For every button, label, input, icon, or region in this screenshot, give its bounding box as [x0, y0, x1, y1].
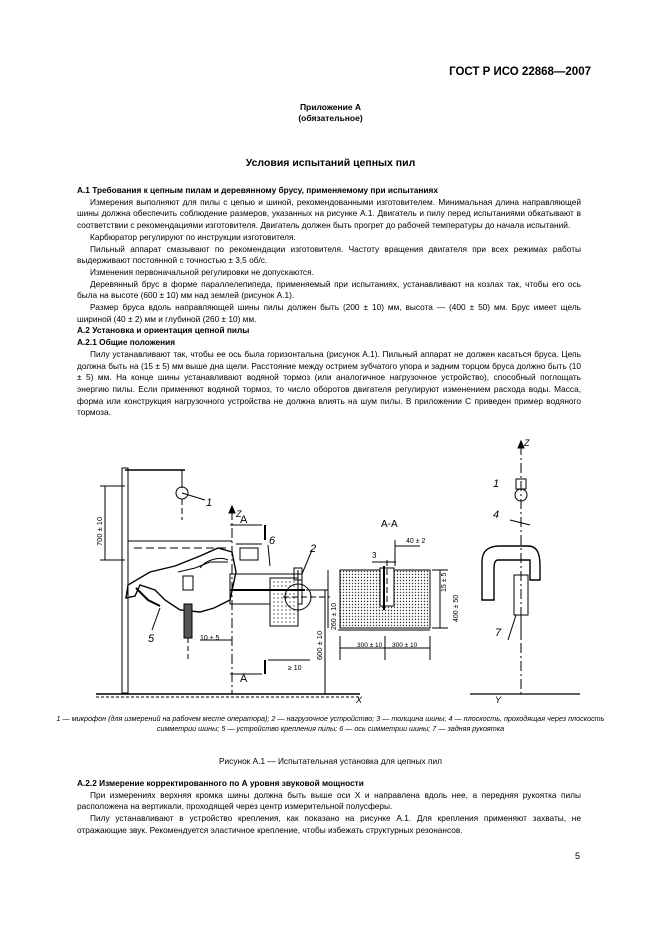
dim-300-right: 300 ± 10: [392, 642, 418, 649]
dim-15: 15 ± 5: [441, 572, 448, 592]
axis-y: Y: [495, 695, 502, 705]
dim-10-rear: 10 ± 5: [200, 635, 220, 642]
section-a22: [77, 778, 581, 837]
document-id: ГОСТ Р ИСО 22868—2007: [449, 66, 591, 78]
section-title: А-А: [381, 519, 398, 530]
section-mark-top: A: [240, 514, 248, 526]
paragraph: Пильный аппарат смазывают по рекомендации изготовителя. Частоту вращения двигателя при всех режимах работы выдерживают постоянной с точностью ± 3,5 об/с.: [77, 243, 581, 266]
label-6: 6: [269, 535, 276, 547]
saw-mount: [184, 604, 192, 638]
paragraph: Пилу устанавливают так, чтобы ее ось была горизонтальна (рисунок А.1). Пильный аппарат не должен касаться бруса. Цепь должна быть на (15 ± 5) мм выше дна щели. Расстояние между острием зубчатого упора и задним торцом бруса должно быть (10 ± 5) мм. На конце шины устанавливают водяной тормоз (или аналогичное нагрузочное устройство), способный поглощать энергию пилы. Если применяют водяной тормоз, то число оборотов двигателя регулируют изменением расхода воды. Масса, форма или конструкция нагрузочного устройства не должна влиять на шум пилы. В приложении С приведен пример водяного тормоза.: [77, 348, 581, 418]
figure-caption: 1 — микрофон (для измерений на рабочем месте оператора); 2 — нагрузочное устройство; 3 — толщина шины; 4 — плоскость, проходящая через плоскость симметрии шины; 5 — устройство крепления пилы; 6 — ось симметрии шины; 7 — задняя рукоятка: [56, 714, 605, 733]
main-title: Условия испытаний цепных пил: [245, 157, 416, 169]
paragraph: Измерения выполняют для пилы с цепью и шиной, рекомендованными изготовителем. Минимальная длина направляющей шины должна обеспечить соблюдение размеров, указанных на рисунке А.1. Двигатель и пилу перед испытаниями обкатывают в соответствии с рекомендациями изготовителя. Двигатель должен быть прогрет до рабочей температуры до начала испытаний.: [77, 196, 581, 231]
paragraph: Деревянный брус в форме параллелепипеда, применяемый при испытаниях, устанавливают на козлах так, чтобы его ось была на высоте (600 ± 10) мм над землей (рисунок А.1).: [77, 278, 581, 301]
dim-260: 260 ± 10: [331, 602, 338, 630]
heading-a21: А.2.1 Общие положения: [77, 337, 176, 348]
dim-3: 3: [372, 551, 377, 560]
dim-40: 40 ± 2: [406, 538, 426, 545]
section-mark-bottom: A: [240, 673, 248, 685]
label-4: 4: [493, 509, 500, 521]
paragraph: Размер бруса вдоль направляющей шины пилы должен быть (200 ± 10) мм, высота — (400 ± 50) мм. Брус имеет щель шириной (40 ± 2) мм и глубиной (260 ± 10) мм.: [77, 302, 581, 324]
dim-10-front: ≥ 10: [288, 665, 302, 672]
heading-a1: А.1 Требования к цепным пилам и деревянному брусу, применяемому при испытаниях: [77, 185, 438, 195]
chainsaw-body: [126, 548, 236, 612]
dim-400: 400 ± 50: [453, 594, 460, 622]
annex-status: (обязательное): [298, 113, 363, 123]
label-1-right: 1: [493, 478, 500, 490]
paragraph: Изменения первоначальной регулировки не допускаются.: [90, 266, 314, 277]
stand-pole: [122, 468, 128, 693]
label-7: 7: [495, 627, 502, 639]
heading-a2: А.2 Установка и ориентация цепной пилы: [77, 325, 250, 336]
heading-a22: А.2.2 Измерение корректированного по А уровня звуковой мощности: [77, 778, 364, 788]
axis-z: Z: [236, 509, 242, 519]
label-2: 2: [310, 543, 317, 555]
rear-handle-icon: [482, 546, 540, 600]
figure-title: Рисунок А.1 — Испытательная установка для цепных пил: [219, 756, 442, 766]
dim-700: 700 ± 10: [95, 516, 104, 546]
paragraph: При измерениях верхняя кромка шины должна быть выше оси X и направлена вдоль нее, а передняя рукоятка пилы расположена на вертикали, проходящей через центр измерительной полусферы.: [77, 789, 581, 812]
label-5: 5: [148, 633, 155, 645]
section-a1-a21: [77, 185, 581, 419]
paragraph: Карбюратор регулируют по инструкции изготовителя.: [90, 231, 296, 242]
annex-title: Приложение А: [299, 102, 362, 112]
axis-x: X: [356, 695, 363, 705]
figure-a1-drawing: [0, 430, 661, 710]
axis-z-right: Z: [524, 438, 530, 448]
label-1: 1: [206, 497, 213, 509]
page-number: 5: [574, 851, 580, 861]
dim-300-left: 300 ± 10: [357, 642, 383, 649]
paragraph: Пилу устанавливают в устройство крепления, как показано на рисунке А.1. Для крепления применяют захваты, не отражающие звук. Рекомендуется эластичное крепление, чтобы избежать структурных резонансов.: [77, 813, 581, 835]
dim-600: 600 ± 10: [315, 630, 324, 660]
